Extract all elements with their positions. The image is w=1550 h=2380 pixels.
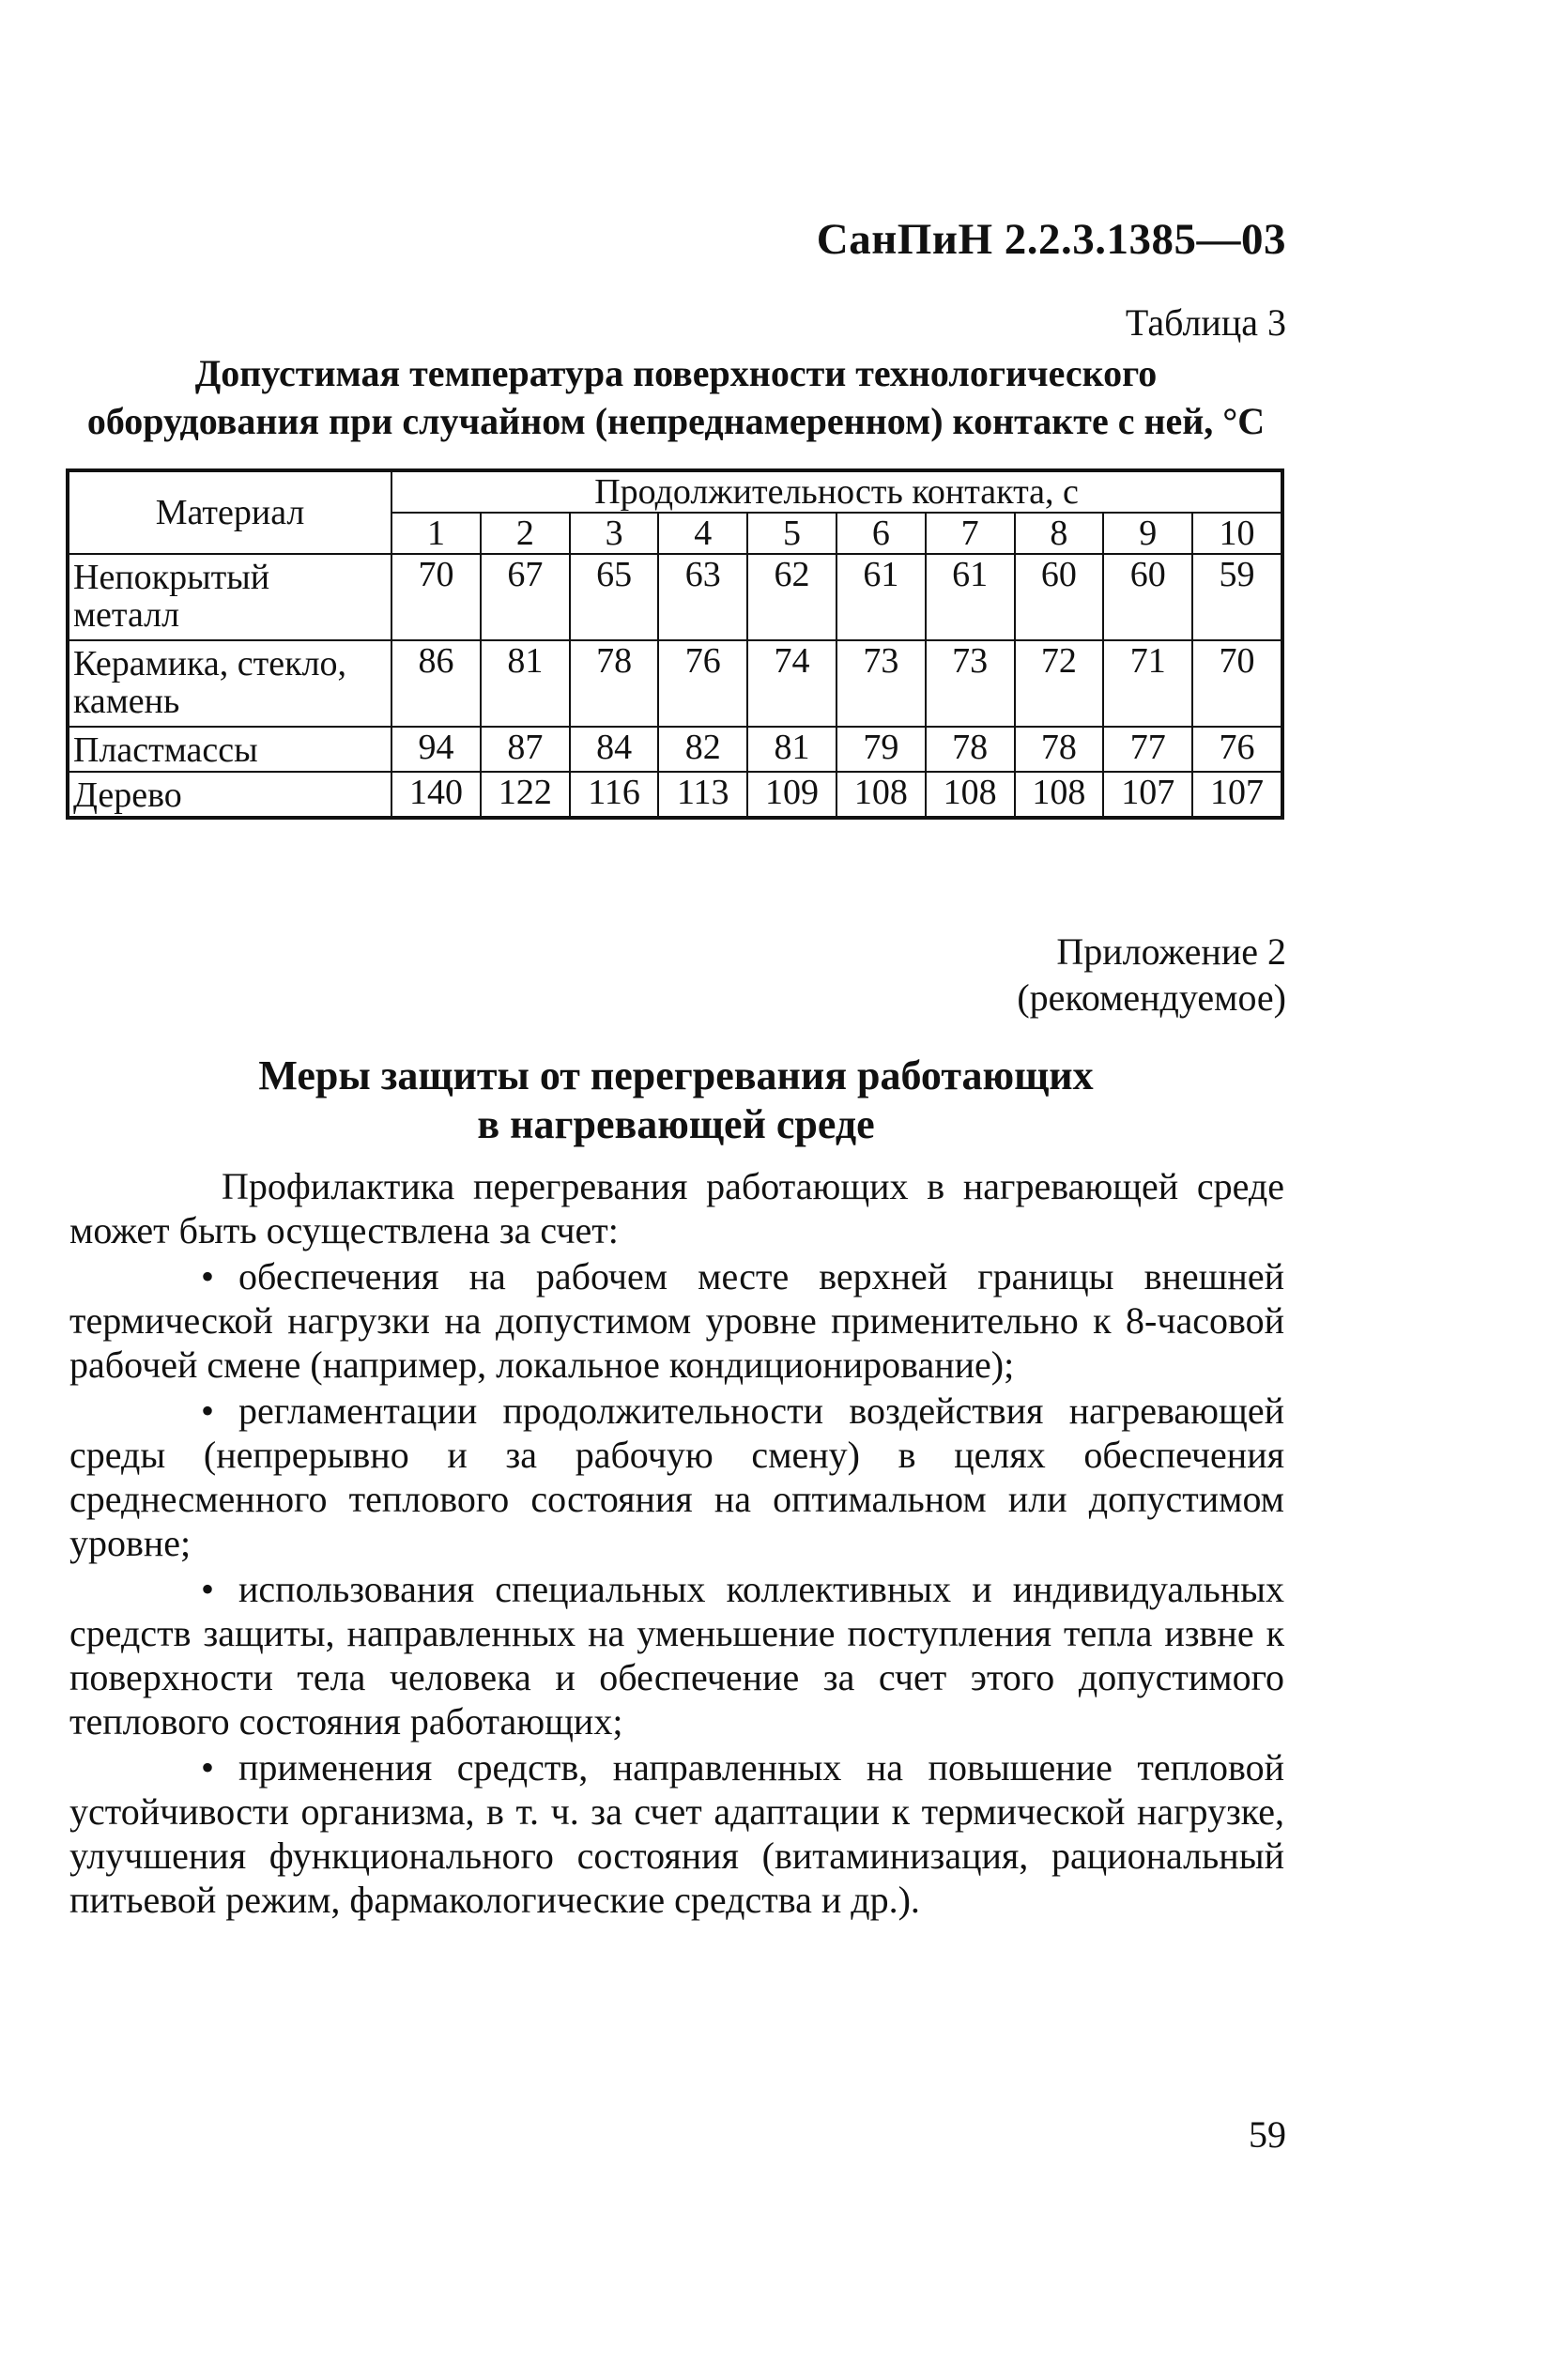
value-cell: 61 (926, 554, 1015, 640)
value-cell: 81 (747, 727, 836, 772)
value-cell: 122 (481, 772, 570, 818)
material-cell (68, 640, 391, 727)
value-cell: 78 (570, 640, 659, 727)
value-cell: 78 (926, 727, 1015, 772)
value-cell: 76 (1192, 727, 1282, 772)
material-name: Непокрытый (73, 558, 270, 597)
header-duration: Продолжительность контакта, с (391, 470, 1282, 513)
table-row (68, 772, 1282, 818)
value-cell: 116 (570, 772, 659, 818)
value-cell: 81 (481, 640, 570, 727)
value-cell: 71 (1103, 640, 1192, 727)
material-cell: Дерево (68, 772, 391, 818)
value-cell: 82 (658, 727, 747, 772)
list-item-text: применения средств, направленных на повышение тепловой устойчивости организма, в т. ч. за счет адаптации к термической нагрузке, улучшения функционального состояния (витаминизация, рациональный питьевой режим, фармакологические средства и др.). (69, 1746, 1284, 1921)
value-cell: 79 (836, 727, 926, 772)
value-cell: 84 (570, 727, 659, 772)
appendix-kind: (рекомендуемое) (1017, 976, 1286, 1019)
value-cell: 94 (391, 727, 481, 772)
value-cell: 140 (391, 772, 481, 818)
measures-list (69, 1254, 1284, 1922)
intro-paragraph: Профилактика перегревания работающих в нагревающей среде может быть осуществлена за счет: (69, 1165, 1284, 1251)
document-code: СанПиН 2.2.3.1385—03 (816, 215, 1286, 264)
value-cell: 74 (747, 640, 836, 727)
list-item-text: использования специальных коллективных и индивидуальных средств защиты, направленных на уменьшение поступления тепла извне к поверхности тела человека и обеспечение за счет этого допустимого теплового состояния работающих; (69, 1568, 1284, 1743)
value-cell: 67 (481, 554, 570, 640)
appendix-number: Приложение 2 (1056, 930, 1286, 973)
duration-cell: 1 (391, 513, 481, 554)
duration-cell: 4 (658, 513, 747, 554)
value-cell: 107 (1192, 772, 1282, 818)
duration-cell: 5 (747, 513, 836, 554)
table-title (66, 349, 1286, 445)
material-name-cont: металл (73, 595, 180, 635)
value-cell: 108 (1015, 772, 1104, 818)
header-material: Материал (68, 470, 391, 554)
table-title-line-1: Допустимая температура поверхности технологического (194, 352, 1158, 394)
page-number: 59 (1249, 2113, 1286, 2156)
value-cell: 72 (1015, 640, 1104, 727)
value-cell: 63 (658, 554, 747, 640)
value-cell: 87 (481, 727, 570, 772)
table-header-row (68, 470, 1282, 513)
table-row (68, 554, 1282, 640)
value-cell: 107 (1103, 772, 1192, 818)
bullet-icon: • (201, 1255, 215, 1297)
value-cell: 70 (391, 554, 481, 640)
duration-cell: 6 (836, 513, 926, 554)
value-cell: 73 (926, 640, 1015, 727)
duration-cell: 9 (1103, 513, 1192, 554)
duration-cell: 3 (570, 513, 659, 554)
value-cell: 108 (926, 772, 1015, 818)
value-cell: 108 (836, 772, 926, 818)
bullet-icon: • (201, 1746, 215, 1789)
list-item-text: регламентации продолжительности воздействия нагревающей среды (непрерывно и за рабочую смену) в целях обеспечения среднесменного теплового состояния на оптимальном или допустимом уровне; (69, 1390, 1284, 1564)
duration-cell: 2 (481, 513, 570, 554)
bullet-icon: • (201, 1390, 215, 1432)
duration-cell: 8 (1015, 513, 1104, 554)
value-cell: 77 (1103, 727, 1192, 772)
material-cell: Пластмассы (68, 727, 391, 772)
body-text (69, 1164, 1284, 1924)
value-cell: 86 (391, 640, 481, 727)
duration-cell: 7 (926, 513, 1015, 554)
list-item-text: обеспечения на рабочем месте верхней границы внешней термической нагрузки на допустимом уровне применительно к 8-часовой рабочей смене (например, локальное кондиционирование); (69, 1255, 1284, 1386)
material-name-cont: камень (73, 682, 180, 721)
temperature-table (66, 468, 1284, 820)
section-title-line-2: в нагревающей среде (477, 1101, 875, 1147)
material-name: Керамика, стекло, (73, 644, 347, 683)
table-title-line-2: оборудования при случайном (непреднамеренном) контакте с ней, °С (86, 400, 1266, 442)
value-cell: 60 (1015, 554, 1104, 640)
value-cell: 59 (1192, 554, 1282, 640)
value-cell: 61 (836, 554, 926, 640)
table-row (68, 640, 1282, 727)
list-item (69, 1254, 1284, 1387)
bullet-icon: • (201, 1568, 215, 1610)
material-cell (68, 554, 391, 640)
value-cell: 73 (836, 640, 926, 727)
value-cell: 76 (658, 640, 747, 727)
list-item (69, 1745, 1284, 1922)
value-cell: 109 (747, 772, 836, 818)
section-title-line-1: Меры защиты от перегревания работающих (258, 1052, 1094, 1098)
value-cell: 113 (658, 772, 747, 818)
list-item (69, 1389, 1284, 1565)
value-cell: 65 (570, 554, 659, 640)
value-cell: 60 (1103, 554, 1192, 640)
list-item (69, 1567, 1284, 1743)
duration-cell: 10 (1192, 513, 1282, 554)
value-cell: 62 (747, 554, 836, 640)
value-cell: 78 (1015, 727, 1104, 772)
table-row (68, 727, 1282, 772)
section-title (66, 1052, 1286, 1149)
value-cell: 70 (1192, 640, 1282, 727)
table-label: Таблица 3 (1125, 301, 1286, 344)
